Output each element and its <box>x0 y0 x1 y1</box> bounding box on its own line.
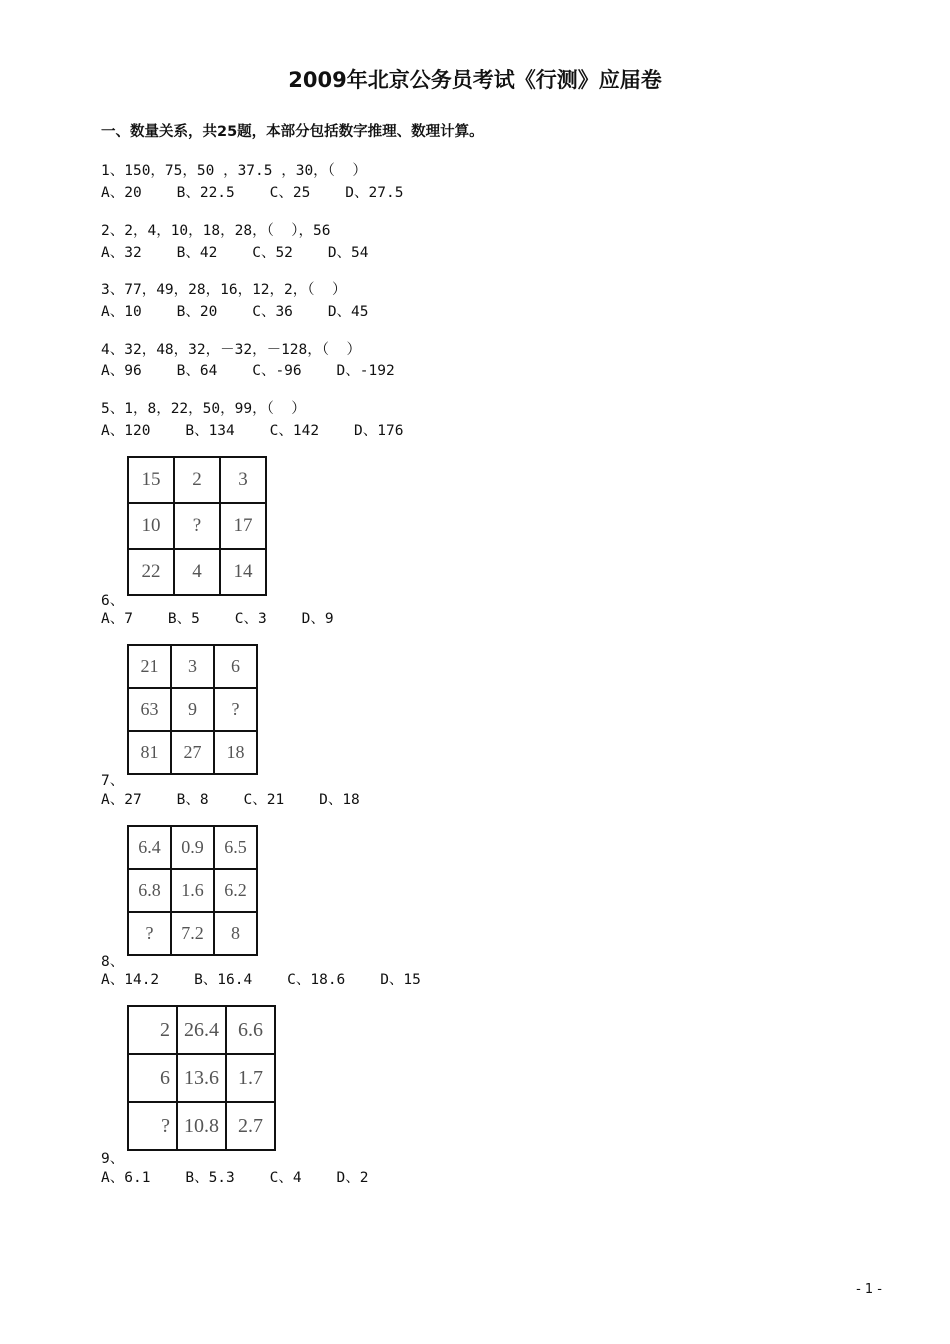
grid-cell: 2 <box>128 1006 177 1054</box>
section-heading: 一、数量关系，共25题，本部分包括数字推理、数理计算。 <box>101 124 484 140</box>
grid-cell: ? <box>128 1102 177 1150</box>
grid-cell: 21 <box>128 645 171 688</box>
grid-cell: 1.6 <box>171 869 214 912</box>
question-8-stem: 8、 <box>101 954 125 970</box>
question-7-grid <box>127 644 258 775</box>
grid-cell: 81 <box>128 731 171 774</box>
question-8-options: A、14.2 B、16.4 C、18.6 D、15 <box>101 972 421 988</box>
grid-cell: 6.4 <box>128 826 171 869</box>
grid-cell: 27 <box>171 731 214 774</box>
grid-cell: 4 <box>174 549 220 595</box>
question-6-stem: 6、 <box>101 593 125 609</box>
question-9-options: A、6.1 B、5.3 C、4 D、2 <box>101 1170 369 1186</box>
grid-cell: 6.6 <box>226 1006 275 1054</box>
question-4-options: A、96 B、64 C、-96 D、-192 <box>101 363 395 379</box>
grid-cell: 10.8 <box>177 1102 226 1150</box>
grid-cell: 17 <box>220 503 266 549</box>
grid-cell: ? <box>174 503 220 549</box>
grid-cell: ? <box>128 912 171 955</box>
grid-cell: 1.7 <box>226 1054 275 1102</box>
question-7-options: A、27 B、8 C、21 D、18 <box>101 792 360 808</box>
grid-cell: 63 <box>128 688 171 731</box>
grid-cell: 13.6 <box>177 1054 226 1102</box>
grid-cell: 6.5 <box>214 826 257 869</box>
grid-cell: 10 <box>128 503 174 549</box>
grid-cell: 26.4 <box>177 1006 226 1054</box>
question-6-grid <box>127 456 267 596</box>
grid-cell: 9 <box>171 688 214 731</box>
grid-cell: 6 <box>128 1054 177 1102</box>
question-1-options: A、20 B、22.5 C、25 D、27.5 <box>101 185 404 201</box>
question-6-options: A、7 B、5 C、3 D、9 <box>101 611 334 627</box>
grid-cell: 8 <box>214 912 257 955</box>
grid-cell: 6 <box>214 645 257 688</box>
question-7-stem: 7、 <box>101 773 125 789</box>
grid-cell: 2 <box>174 457 220 503</box>
grid-cell: 2.7 <box>226 1102 275 1150</box>
page-title: 2009年北京公务员考试《行测》应届卷 <box>288 68 662 92</box>
question-5-options: A、120 B、134 C、142 D、176 <box>101 423 404 439</box>
grid-cell: 0.9 <box>171 826 214 869</box>
question-3-options: A、10 B、20 C、36 D、45 <box>101 304 369 320</box>
question-5-stem: 5、1，8，22，50，99，（ ） <box>101 401 306 417</box>
grid-cell: 6.2 <box>214 869 257 912</box>
grid-cell: ? <box>214 688 257 731</box>
question-3-stem: 3、77，49，28，16，12，2，（ ） <box>101 282 347 298</box>
grid-cell: 14 <box>220 549 266 595</box>
question-2-options: A、32 B、42 C、52 D、54 <box>101 245 369 261</box>
question-9-stem: 9、 <box>101 1151 125 1167</box>
grid-cell: 6.8 <box>128 869 171 912</box>
grid-cell: 22 <box>128 549 174 595</box>
question-1-stem: 1、150，75，50 ，37.5 ，30，（ ） <box>101 163 367 179</box>
grid-cell: 3 <box>171 645 214 688</box>
grid-cell: 15 <box>128 457 174 503</box>
grid-cell: 7.2 <box>171 912 214 955</box>
grid-cell: 18 <box>214 731 257 774</box>
page-number: - 1 - <box>856 1282 882 1297</box>
grid-cell: 3 <box>220 457 266 503</box>
question-2-stem: 2、2，4，10，18，28，（ ），56 <box>101 223 331 239</box>
question-8-grid <box>127 825 258 956</box>
question-9-grid <box>127 1005 276 1151</box>
question-4-stem: 4、32，48，32，－32，－128，（ ） <box>101 342 361 358</box>
